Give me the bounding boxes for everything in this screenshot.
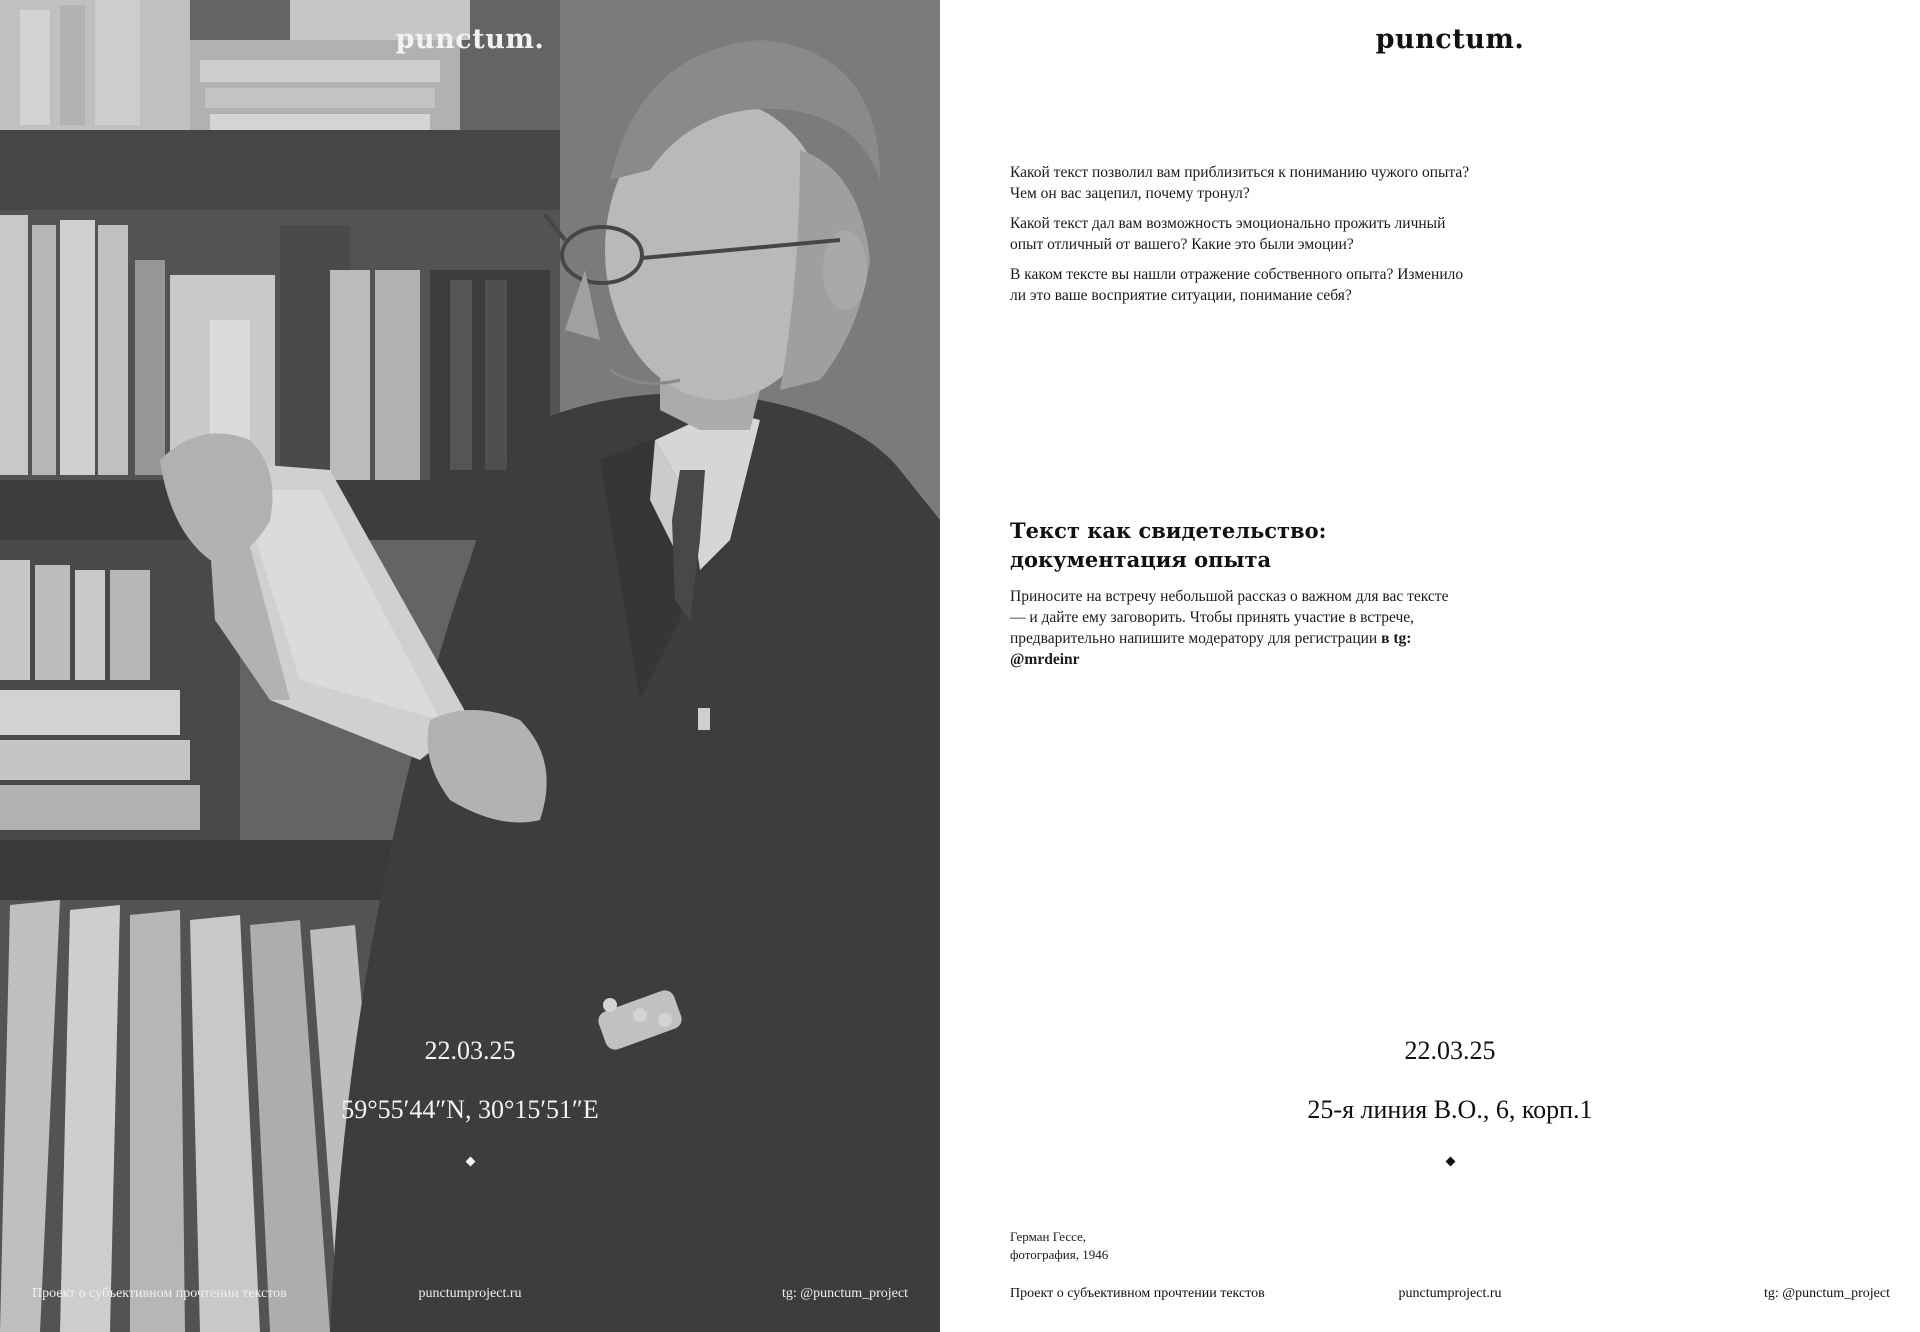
caption-line: фотография, 1946 <box>1010 1247 1109 1262</box>
right-poster <box>980 0 1920 1332</box>
telegram-handle[interactable]: tg: @punctum_project <box>1763 1286 1890 1301</box>
event-date: 22.03.25 <box>1404 1036 1496 1065</box>
moderator-contact[interactable]: в tg: @mrdeinr <box>1010 630 1412 668</box>
event-coordinates: 59°55′44″N, 30°15′51″E <box>341 1095 599 1124</box>
poster-footer <box>1010 1286 1890 1306</box>
left-poster <box>0 0 940 1332</box>
project-tagline: Проект о субъективном прочтении текстов <box>32 1286 287 1301</box>
poster-footer <box>32 1286 908 1306</box>
website-link[interactable]: punctumproject.ru <box>418 1286 522 1301</box>
question-item: Какой текст позволил вам приблизиться к пониманию чужого опыта? Чем он вас зацепил, почему тронул? <box>1010 164 1470 202</box>
question-list <box>1010 162 1470 315</box>
description-text: Приносите на встречу небольшой рассказ о важном для вас тексте — и дайте ему заговорить. Чтобы принять участие в встрече, предварительно напишите модератору для регистрации <box>1010 588 1449 647</box>
heading-line: Текст как свидетельство: <box>1010 518 1327 543</box>
photo-caption <box>1010 1228 1310 1264</box>
project-tagline: Проект о субъективном прочтении текстов <box>1010 1286 1265 1301</box>
brand-logo: punctum. <box>395 24 545 55</box>
heading-line: документация опыта <box>1010 547 1272 572</box>
event-description <box>1010 586 1455 670</box>
brand-logo: punctum. <box>1375 24 1525 55</box>
question-item: В каком тексте вы нашли отражение собственного опыта? Изменило ли это ваше восприятие ситуации, понимание себя? <box>1010 266 1464 304</box>
reader-photo <box>0 0 940 1332</box>
website-link[interactable]: punctumproject.ru <box>1398 1286 1502 1301</box>
event-date: 22.03.25 <box>424 1036 516 1065</box>
diamond-divider-icon <box>1446 1157 1456 1167</box>
event-heading <box>1010 516 1470 574</box>
event-address: 25-я линия В.О., 6, корп.1 <box>1307 1095 1593 1124</box>
telegram-handle[interactable]: tg: @punctum_project <box>781 1286 908 1301</box>
question-item: Какой текст дал вам возможность эмоционально прожить личный опыт отличный от вашего? Какие это были эмоции? <box>1010 215 1446 253</box>
caption-line: Герман Гессе, <box>1010 1229 1087 1244</box>
